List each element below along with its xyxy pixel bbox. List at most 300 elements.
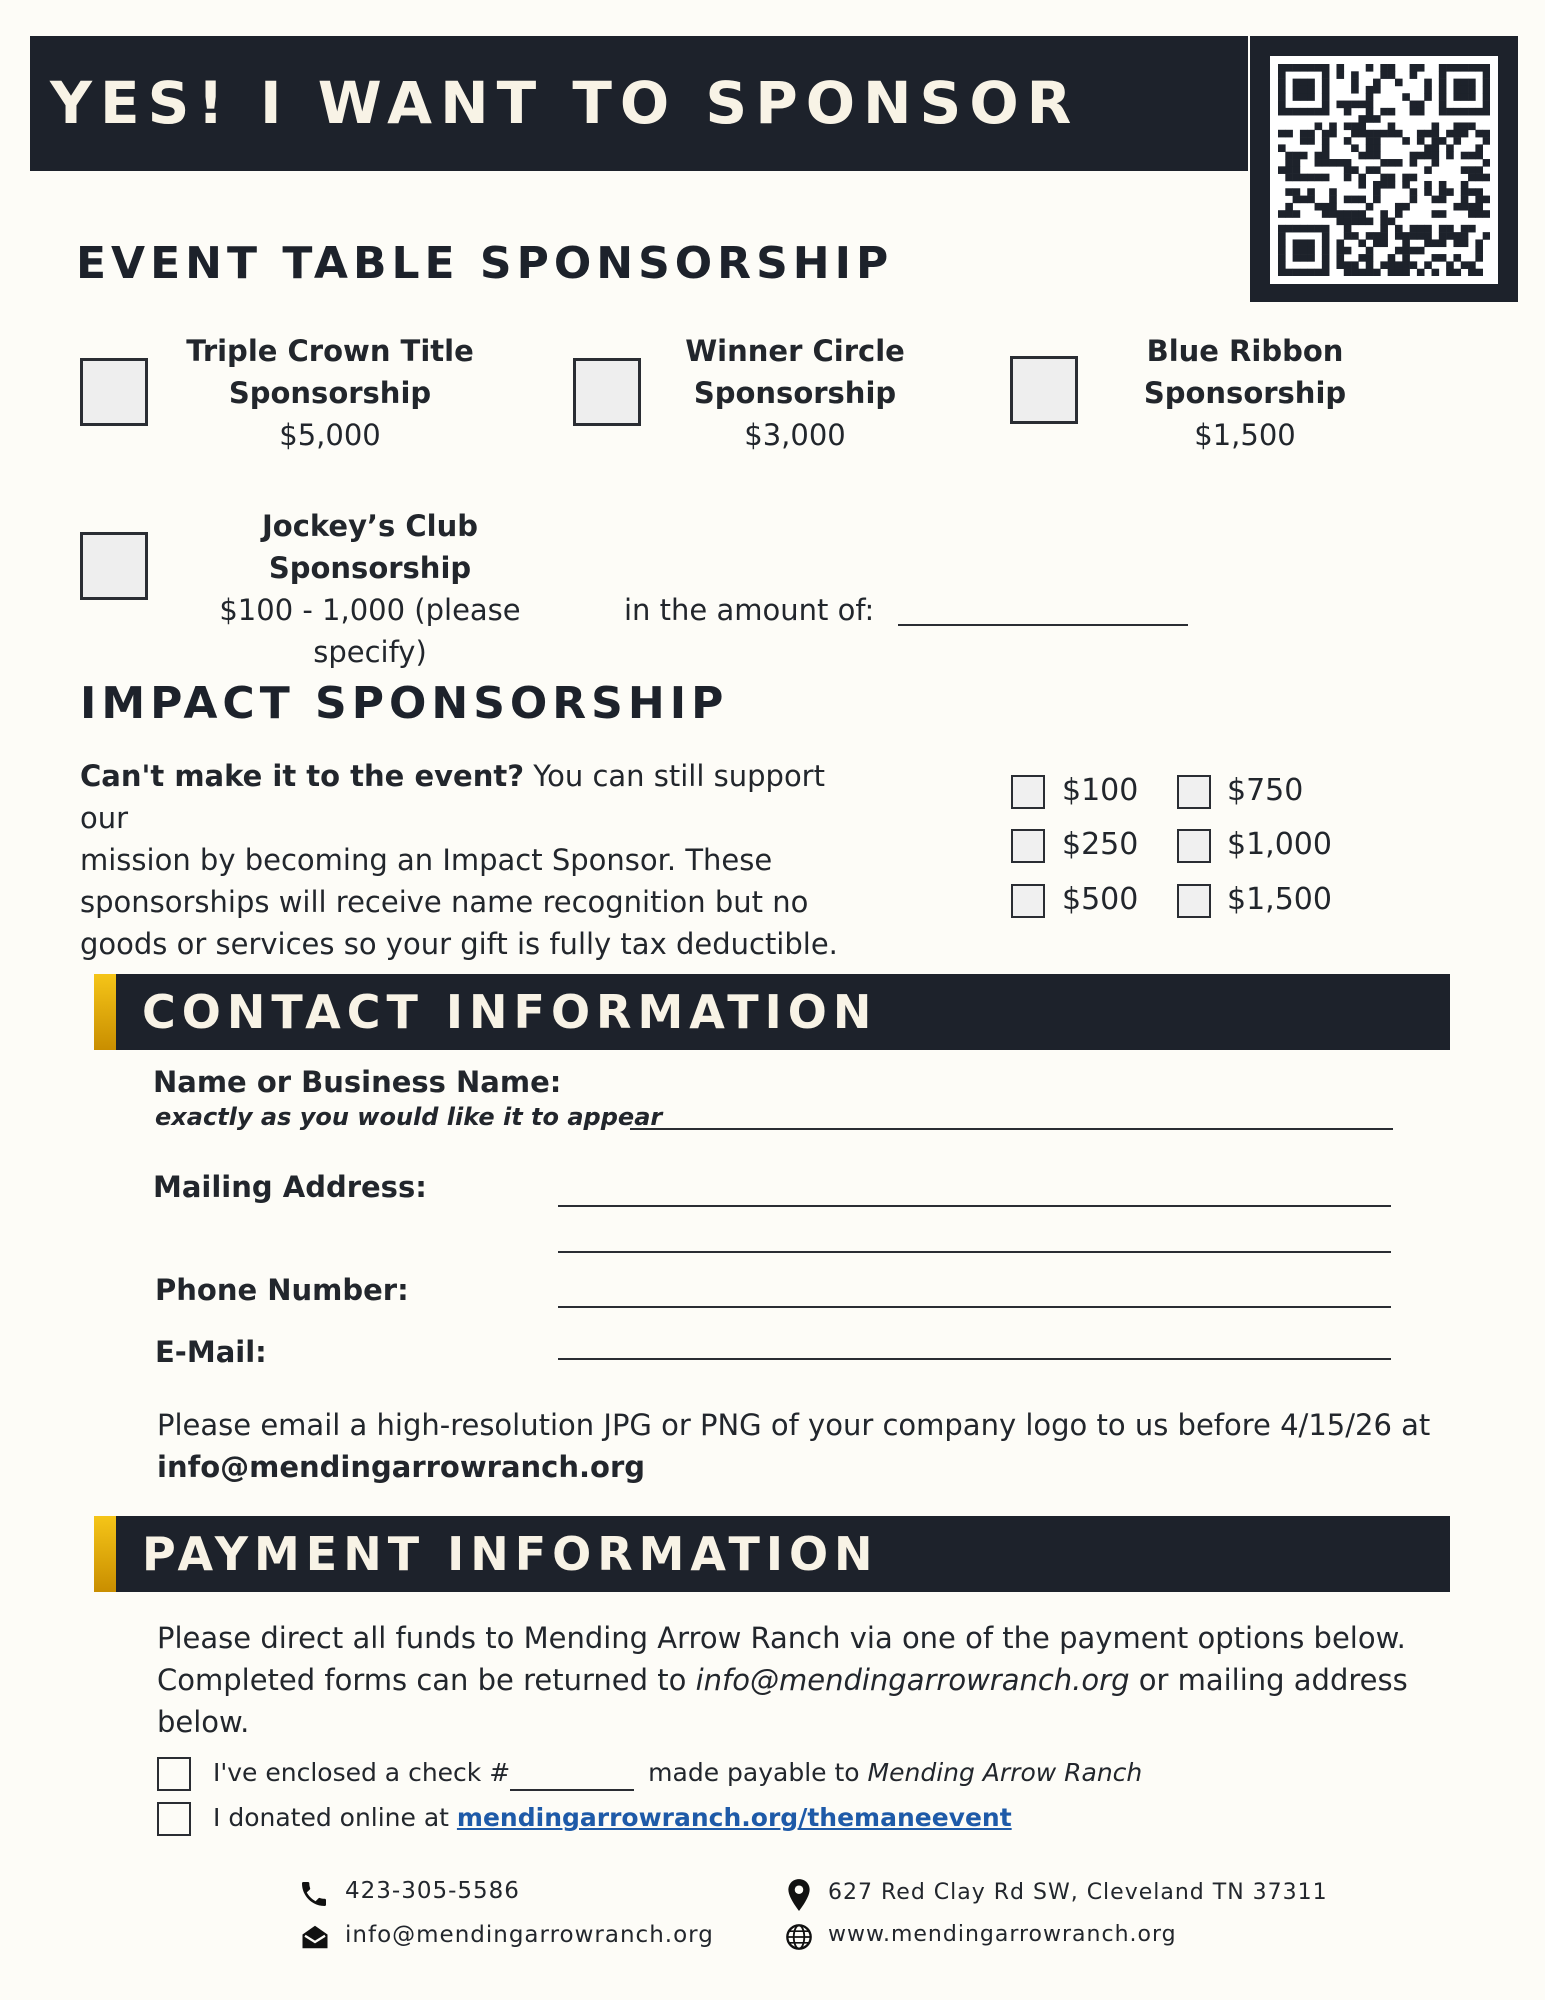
qr-module bbox=[1439, 93, 1447, 101]
qr-module bbox=[1322, 79, 1330, 87]
qr-module bbox=[1432, 159, 1440, 167]
qr-module bbox=[1336, 210, 1344, 218]
qr-module bbox=[1285, 159, 1293, 167]
qr-module bbox=[1322, 152, 1330, 160]
qr-module bbox=[1461, 86, 1469, 94]
logo-email[interactable]: info@mendingarrowranch.org bbox=[157, 1450, 646, 1484]
qr-module bbox=[1366, 218, 1374, 226]
qr-module bbox=[1366, 254, 1374, 262]
qr-module bbox=[1322, 130, 1330, 138]
qr-module bbox=[1278, 232, 1286, 240]
qr-module bbox=[1395, 232, 1403, 240]
qr-module bbox=[1475, 196, 1483, 204]
impact-option-label: $1,000 bbox=[1227, 827, 1332, 862]
qr-module bbox=[1285, 225, 1293, 233]
qr-module bbox=[1373, 79, 1381, 87]
qr-module bbox=[1351, 196, 1359, 204]
qr-module bbox=[1329, 122, 1337, 130]
qr-module bbox=[1344, 210, 1352, 218]
qr-module bbox=[1402, 174, 1410, 182]
qr-module bbox=[1468, 152, 1476, 160]
qr-module bbox=[1307, 225, 1315, 233]
qr-module bbox=[1358, 269, 1366, 276]
impact-option-label: $250 bbox=[1062, 827, 1139, 862]
qr-module bbox=[1483, 196, 1490, 204]
payment-email: info@mendingarrowranch.org bbox=[695, 1663, 1130, 1697]
qr-module bbox=[1322, 101, 1330, 109]
tier-checkbox-triple-crown[interactable] bbox=[80, 358, 148, 426]
qr-module bbox=[1468, 166, 1476, 174]
qr-module bbox=[1475, 64, 1483, 72]
check-number-field[interactable] bbox=[510, 1760, 634, 1791]
qr-module bbox=[1410, 261, 1418, 269]
payment-bar-accent bbox=[94, 1516, 116, 1592]
qr-module bbox=[1446, 152, 1454, 160]
qr-module bbox=[1388, 174, 1396, 182]
qr-module bbox=[1322, 254, 1330, 262]
qr-module bbox=[1446, 64, 1454, 72]
qr-module bbox=[1446, 261, 1454, 269]
qr-module bbox=[1322, 137, 1330, 145]
qr-module bbox=[1300, 254, 1308, 262]
qr-module bbox=[1417, 225, 1425, 233]
qr-module bbox=[1432, 269, 1440, 276]
qr-module bbox=[1322, 144, 1330, 152]
qr-module bbox=[1300, 239, 1308, 247]
payment-instructions bbox=[157, 1617, 1457, 1743]
tier-name: Sponsorship bbox=[268, 551, 472, 585]
qr-module bbox=[1307, 108, 1315, 116]
address-field-line-2[interactable] bbox=[558, 1251, 1391, 1253]
qr-module bbox=[1366, 269, 1374, 276]
qr-module bbox=[1432, 122, 1440, 130]
impact-checkbox-500[interactable] bbox=[1011, 884, 1045, 918]
qr-module bbox=[1380, 71, 1388, 79]
event-table-title: EVENT TABLE SPONSORSHIP bbox=[76, 238, 894, 289]
qr-module bbox=[1388, 122, 1396, 130]
qr-module bbox=[1315, 122, 1323, 130]
qr-module bbox=[1300, 269, 1308, 276]
email-field[interactable] bbox=[558, 1358, 1391, 1360]
qr-module bbox=[1424, 225, 1432, 233]
qr-module bbox=[1300, 108, 1308, 116]
qr-module bbox=[1373, 269, 1381, 276]
qr-module bbox=[1453, 254, 1461, 262]
impact-line: mission by becoming an Impact Sponsor. These bbox=[80, 843, 773, 877]
qr-module bbox=[1366, 144, 1374, 152]
qr-module bbox=[1322, 210, 1330, 218]
qr-module bbox=[1439, 254, 1447, 262]
qr-module bbox=[1410, 232, 1418, 240]
qr-module bbox=[1380, 218, 1388, 226]
tier-checkbox-winner-circle[interactable] bbox=[573, 358, 641, 426]
qr-module bbox=[1278, 225, 1286, 233]
qr-module bbox=[1424, 232, 1432, 240]
qr-module bbox=[1483, 232, 1490, 240]
qr-module bbox=[1424, 152, 1432, 160]
qr-module bbox=[1461, 166, 1469, 174]
impact-lead-rest: You can still support our bbox=[80, 759, 825, 835]
qr-module bbox=[1373, 130, 1381, 138]
qr-module bbox=[1293, 108, 1301, 116]
qr-module bbox=[1293, 64, 1301, 72]
qr-module bbox=[1366, 203, 1374, 211]
qr-module bbox=[1366, 166, 1374, 174]
qr-module bbox=[1461, 188, 1469, 196]
qr-module bbox=[1453, 232, 1461, 240]
qr-module bbox=[1388, 159, 1396, 167]
qr-module bbox=[1468, 269, 1476, 276]
qr-module bbox=[1358, 196, 1366, 204]
qr-module bbox=[1373, 144, 1381, 152]
qr-module bbox=[1475, 269, 1483, 276]
phone-label: Phone Number: bbox=[155, 1273, 409, 1307]
qr-module bbox=[1395, 79, 1403, 87]
qr-module bbox=[1468, 174, 1476, 182]
qr-module bbox=[1315, 269, 1323, 276]
qr-module bbox=[1322, 64, 1330, 72]
qr-module bbox=[1410, 71, 1418, 79]
qr-module bbox=[1402, 254, 1410, 262]
qr-module bbox=[1344, 261, 1352, 269]
qr-module bbox=[1439, 239, 1447, 247]
footer-phone[interactable]: 423-305-5586 bbox=[345, 1878, 520, 1904]
qr-module bbox=[1380, 159, 1388, 167]
qr-module bbox=[1475, 203, 1483, 211]
qr-module bbox=[1285, 64, 1293, 72]
qr-module bbox=[1410, 196, 1418, 204]
tier-checkbox-blue-ribbon[interactable] bbox=[1010, 356, 1078, 424]
qr-module bbox=[1344, 159, 1352, 167]
qr-module bbox=[1380, 239, 1388, 247]
qr-module bbox=[1336, 254, 1344, 262]
qr-module bbox=[1461, 79, 1469, 87]
qr-module bbox=[1344, 108, 1352, 116]
qr-module bbox=[1366, 232, 1374, 240]
qr-module bbox=[1424, 166, 1432, 174]
qr-module bbox=[1410, 174, 1418, 182]
qr-module bbox=[1336, 218, 1344, 226]
qr-module bbox=[1293, 152, 1301, 160]
qr-module bbox=[1351, 86, 1359, 94]
qr-module bbox=[1475, 144, 1483, 152]
qr-module bbox=[1410, 108, 1418, 116]
qr-module bbox=[1358, 130, 1366, 138]
donation-link[interactable]: mendingarrowranch.org/themaneevent bbox=[456, 1803, 1012, 1832]
tier-name: Sponsorship bbox=[228, 376, 432, 410]
qr-module bbox=[1395, 203, 1403, 211]
qr-module bbox=[1285, 188, 1293, 196]
logo-note bbox=[157, 1404, 1447, 1488]
qr-module bbox=[1439, 64, 1447, 72]
qr-module bbox=[1468, 261, 1476, 269]
qr-module bbox=[1410, 152, 1418, 160]
qr-module bbox=[1358, 122, 1366, 130]
qr-module bbox=[1475, 254, 1483, 262]
name-hint: exactly as you would like it to appear bbox=[155, 1103, 663, 1131]
qr-module bbox=[1351, 122, 1359, 130]
payment-line-1: Please direct all funds to Mending Arrow Ranch via one of the payment options below. bbox=[157, 1621, 1406, 1655]
qr-module bbox=[1366, 115, 1374, 123]
qr-module bbox=[1446, 232, 1454, 240]
qr-module bbox=[1285, 166, 1293, 174]
qr-module bbox=[1278, 261, 1286, 269]
qr-module bbox=[1329, 203, 1337, 211]
qr-module bbox=[1322, 225, 1330, 233]
impact-line: sponsorships will receive name recognition but no bbox=[80, 885, 809, 919]
qr-module bbox=[1439, 79, 1447, 87]
qr-module bbox=[1322, 159, 1330, 167]
check-payable-label: made payable to bbox=[648, 1758, 868, 1787]
impact-lead: Can't make it to the event? bbox=[80, 759, 525, 793]
impact-checkbox-100[interactable] bbox=[1011, 775, 1045, 809]
qr-module bbox=[1336, 247, 1344, 255]
qr-module bbox=[1278, 71, 1286, 79]
qr-module bbox=[1461, 239, 1469, 247]
qr-module bbox=[1278, 86, 1286, 94]
tier-price: $100 - 1,000 (please specify) bbox=[219, 593, 521, 669]
qr-module bbox=[1322, 86, 1330, 94]
qr-module bbox=[1439, 86, 1447, 94]
qr-module bbox=[1388, 269, 1396, 276]
qr-module bbox=[1293, 188, 1301, 196]
qr-module bbox=[1388, 261, 1396, 269]
qr-module bbox=[1358, 210, 1366, 218]
qr-module bbox=[1483, 79, 1490, 87]
qr-module bbox=[1285, 108, 1293, 116]
qr-module bbox=[1351, 130, 1359, 138]
tier-price: $5,000 bbox=[279, 418, 381, 452]
qr-module bbox=[1410, 101, 1418, 109]
qr-module bbox=[1453, 239, 1461, 247]
qr-module bbox=[1336, 261, 1344, 269]
qr-module bbox=[1344, 247, 1352, 255]
qr-code-graphic bbox=[1278, 64, 1490, 276]
qr-module bbox=[1380, 181, 1388, 189]
qr-module bbox=[1322, 203, 1330, 211]
qr-module bbox=[1285, 152, 1293, 160]
qr-module bbox=[1424, 93, 1432, 101]
qr-module bbox=[1453, 108, 1461, 116]
impact-checkbox-250[interactable] bbox=[1011, 829, 1045, 863]
qr-module bbox=[1293, 166, 1301, 174]
name-field[interactable] bbox=[630, 1128, 1393, 1130]
qr-module bbox=[1461, 122, 1469, 130]
qr-module bbox=[1446, 225, 1454, 233]
qr-module bbox=[1373, 137, 1381, 145]
qr-module bbox=[1278, 101, 1286, 109]
qr-module bbox=[1293, 79, 1301, 87]
qr-module bbox=[1278, 64, 1286, 72]
qr-module bbox=[1388, 181, 1396, 189]
qr-module bbox=[1461, 64, 1469, 72]
qr-module bbox=[1329, 159, 1337, 167]
qr-module bbox=[1344, 225, 1352, 233]
qr-module bbox=[1475, 174, 1483, 182]
qr-module bbox=[1358, 181, 1366, 189]
qr-module bbox=[1344, 101, 1352, 109]
qr-module bbox=[1483, 130, 1490, 138]
qr-module bbox=[1461, 152, 1469, 160]
qr-module bbox=[1366, 130, 1374, 138]
qr-module bbox=[1424, 130, 1432, 138]
footer-website[interactable]: www.mendingarrowranch.org bbox=[828, 1922, 1177, 1947]
amount-field[interactable] bbox=[898, 624, 1188, 626]
qr-module bbox=[1351, 71, 1359, 79]
qr-module bbox=[1336, 101, 1344, 109]
qr-module bbox=[1402, 232, 1410, 240]
qr-module bbox=[1307, 86, 1315, 94]
qr-module bbox=[1358, 101, 1366, 109]
check-checkbox[interactable] bbox=[157, 1757, 191, 1791]
qr-module bbox=[1439, 232, 1447, 240]
qr-module bbox=[1388, 254, 1396, 262]
qr-module bbox=[1307, 137, 1315, 145]
impact-checkbox-1000[interactable] bbox=[1177, 829, 1211, 863]
qr-module bbox=[1388, 64, 1396, 72]
name-label: Name or Business Name: bbox=[153, 1065, 562, 1099]
qr-module bbox=[1336, 71, 1344, 79]
qr-module bbox=[1468, 225, 1476, 233]
qr-module bbox=[1453, 64, 1461, 72]
qr-module bbox=[1417, 232, 1425, 240]
qr-module bbox=[1315, 108, 1323, 116]
qr-module bbox=[1322, 269, 1330, 276]
address-field-line-1[interactable] bbox=[558, 1205, 1391, 1207]
qr-module bbox=[1293, 210, 1301, 218]
qr-module bbox=[1424, 239, 1432, 247]
qr-module bbox=[1307, 93, 1315, 101]
qr-module bbox=[1336, 64, 1344, 72]
qr-module bbox=[1329, 188, 1337, 196]
footer-email[interactable]: info@mendingarrowranch.org bbox=[345, 1922, 714, 1948]
qr-module bbox=[1329, 130, 1337, 138]
qr-module bbox=[1322, 247, 1330, 255]
qr-module bbox=[1358, 239, 1366, 247]
qr-module bbox=[1278, 269, 1286, 276]
qr-module bbox=[1453, 130, 1461, 138]
phone-field[interactable] bbox=[558, 1306, 1391, 1308]
qr-module bbox=[1366, 64, 1374, 72]
qr-module bbox=[1475, 108, 1483, 116]
qr-module bbox=[1344, 196, 1352, 204]
tier-name: Jockey’s Club bbox=[262, 509, 478, 543]
qr-module bbox=[1461, 196, 1469, 204]
qr-module bbox=[1315, 174, 1323, 182]
qr-module bbox=[1351, 79, 1359, 87]
impact-checkbox-750[interactable] bbox=[1177, 775, 1211, 809]
qr-module bbox=[1373, 188, 1381, 196]
qr-module bbox=[1351, 144, 1359, 152]
qr-module bbox=[1439, 196, 1447, 204]
impact-checkbox-1500[interactable] bbox=[1177, 884, 1211, 918]
qr-module bbox=[1402, 247, 1410, 255]
qr-module bbox=[1439, 108, 1447, 116]
qr-module bbox=[1307, 239, 1315, 247]
qr-module bbox=[1373, 152, 1381, 160]
qr-module bbox=[1410, 188, 1418, 196]
qr-module bbox=[1300, 130, 1308, 138]
qr-module bbox=[1475, 210, 1483, 218]
map-pin-icon bbox=[786, 1878, 812, 1912]
qr-module bbox=[1351, 166, 1359, 174]
qr-module bbox=[1278, 210, 1286, 218]
qr-module bbox=[1293, 247, 1301, 255]
online-checkbox[interactable] bbox=[157, 1802, 191, 1836]
qr-code[interactable] bbox=[1270, 56, 1498, 284]
qr-module bbox=[1285, 210, 1293, 218]
qr-module bbox=[1453, 86, 1461, 94]
qr-module bbox=[1344, 137, 1352, 145]
qr-module bbox=[1293, 254, 1301, 262]
qr-module bbox=[1300, 196, 1308, 204]
qr-module bbox=[1380, 174, 1388, 182]
qr-module bbox=[1307, 196, 1315, 204]
qr-module bbox=[1373, 166, 1381, 174]
qr-module bbox=[1453, 269, 1461, 276]
qr-module bbox=[1351, 101, 1359, 109]
qr-module bbox=[1424, 144, 1432, 152]
impact-option-label: $100 bbox=[1062, 773, 1139, 808]
qr-module bbox=[1322, 108, 1330, 116]
tier-name: Triple Crown Title bbox=[186, 334, 474, 368]
qr-module bbox=[1468, 188, 1476, 196]
qr-module bbox=[1432, 239, 1440, 247]
qr-module bbox=[1483, 108, 1490, 116]
qr-module bbox=[1402, 269, 1410, 276]
tier-checkbox-jockeys-club[interactable] bbox=[80, 532, 148, 600]
qr-module bbox=[1446, 269, 1454, 276]
qr-module bbox=[1380, 108, 1388, 116]
qr-module bbox=[1475, 188, 1483, 196]
qr-module bbox=[1468, 210, 1476, 218]
impact-description bbox=[80, 755, 880, 965]
qr-module bbox=[1439, 225, 1447, 233]
qr-module bbox=[1358, 152, 1366, 160]
qr-module bbox=[1461, 93, 1469, 101]
qr-module bbox=[1344, 166, 1352, 174]
qr-module bbox=[1344, 232, 1352, 240]
email-label: E-Mail: bbox=[155, 1335, 267, 1369]
tier-winner-circle bbox=[640, 330, 950, 456]
qr-module bbox=[1483, 174, 1490, 182]
qr-module bbox=[1293, 225, 1301, 233]
qr-module bbox=[1424, 79, 1432, 87]
qr-module bbox=[1307, 269, 1315, 276]
qr-module bbox=[1329, 210, 1337, 218]
qr-module bbox=[1417, 130, 1425, 138]
qr-module bbox=[1300, 137, 1308, 145]
qr-module bbox=[1380, 64, 1388, 72]
qr-module bbox=[1278, 130, 1286, 138]
qr-module bbox=[1461, 130, 1469, 138]
qr-module bbox=[1293, 239, 1301, 247]
qr-module bbox=[1475, 166, 1483, 174]
qr-module bbox=[1358, 218, 1366, 226]
qr-module bbox=[1417, 247, 1425, 255]
qr-module bbox=[1395, 225, 1403, 233]
qr-module bbox=[1402, 181, 1410, 189]
qr-module bbox=[1278, 144, 1286, 152]
qr-module bbox=[1278, 239, 1286, 247]
qr-module bbox=[1395, 247, 1403, 255]
qr-module bbox=[1461, 108, 1469, 116]
qr-module bbox=[1278, 254, 1286, 262]
qr-module bbox=[1366, 137, 1374, 145]
qr-module bbox=[1336, 159, 1344, 167]
qr-module bbox=[1307, 174, 1315, 182]
qr-module bbox=[1483, 210, 1490, 218]
